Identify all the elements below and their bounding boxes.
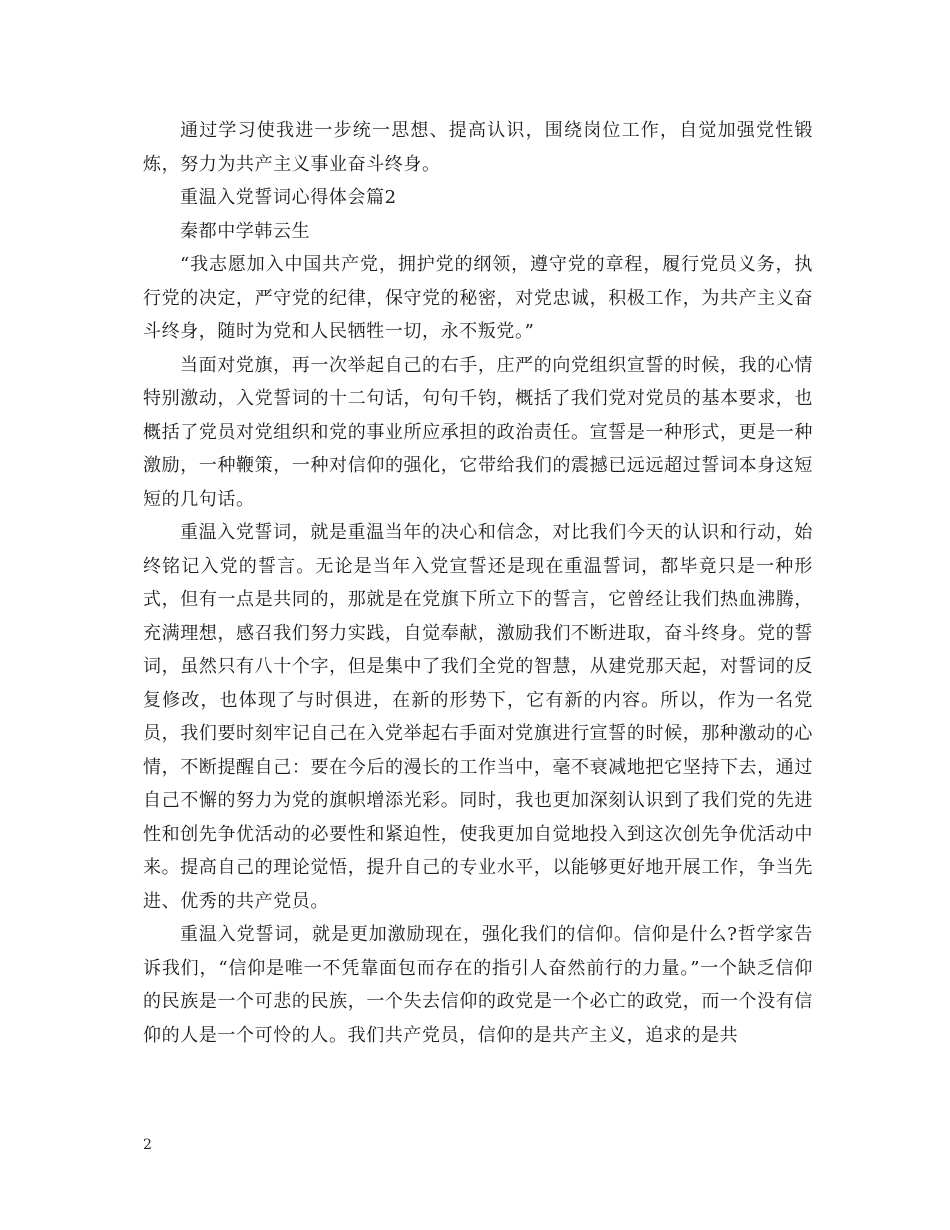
- paragraph-revisit-oath-resolve: 重温入党誓词，就是重温当年的决心和信念，对比我们今天的认识和行动，始终铭记入党的誓言。无论是当年入党宣誓还是现在重温誓词，都毕竟只是一种形式，但有一点是共同的，那就是在党旗下所立下的誓言，它曾经让我们热血沸腾，充满理想，感召我们努力实践，自觉奉献，激励我们不断进取，奋斗终身。党的誓词，虽然只有八十个字，但是集中了我们全党的智慧，从建党那天起，对誓词的反复修改，也体现了与时俱进，在新的形势下，它有新的内容。所以，作为一名党员，我们要时刻牢记自己在入党举起右手面对党旗进行宣誓的时候，那种激动的心情，不断提醒自己：要在今后的漫长的工作当中，毫不衰减地把它坚持下去，通过自己不懈的努力为党的旗帜增添光彩。同时，我也更加深刻认识到了我们党的先进性和创先争优活动的必要性和紧迫性，使我更加自觉地投入到这次创先争优活动中来。提高自己的理论觉悟，提升自己的专业水平，以能够更好地开展工作，争当先进、优秀的共产党员。: [143, 522, 813, 912]
- paragraph-facing-flag: 当面对党旗，再一次举起自己的右手，庄严的向党组织宣誓的时候，我的心情特别激动，入党誓词的十二句话，句句千钧，概括了我们党对党员的基本要求，也概括了党员对党组织和党的事业所应承担的政治责任。宣誓是一种形式，更是一种激励，一种鞭策，一种对信仰的强化，它带给我们的震撼已远远超过誓词本身这短短的几句话。: [143, 354, 813, 510]
- paragraph-study-summary: 通过学习使我进一步统一思想、提高认识，围绕岗位工作，自觉加强党性锻炼，努力为共产主义事业奋斗终身。: [143, 120, 813, 175]
- author-line: 秦都中学韩云生: [180, 220, 311, 242]
- oath-quote-paragraph: “我志愿加入中国共产党，拥护党的纲领，遵守党的章程，履行党员义务，执行党的决定，严守党的纪律，保守党的秘密，对党忠诚，积极工作，为共产主义奋斗终身，随时为党和人民牺牲一切，永不叛党。”: [143, 254, 813, 342]
- document-body: [143, 114, 813, 1052]
- page-number: 2: [143, 1137, 152, 1153]
- section-heading: 重温入党誓词心得体会篇2: [180, 187, 397, 208]
- paragraph-revisit-oath-faith: 重温入党誓词，就是更加激励现在，强化我们的信仰。信仰是什么?哲学家告诉我们，“信仰是唯一不凭靠面包而存在的指引人奋然前行的力量。”一个缺乏信仰的民族是一个可悲的民族，一个失去信仰的政党是一个必亡的政党，而一个没有信仰的人是一个可怜的人。我们共产党员，信仰的是共产主义，追求的是共: [143, 924, 813, 1046]
